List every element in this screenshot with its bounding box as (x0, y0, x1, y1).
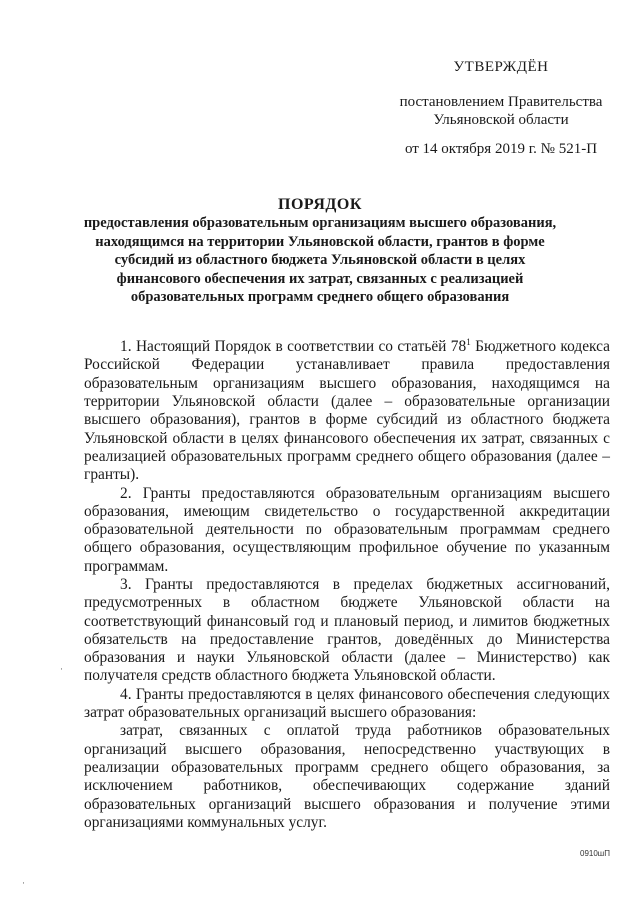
paragraph-2: 2. Гранты предоставляются образовательным организациям высшего образования, имеющим свидетельство о государственной аккредитации образовательной деятельности по образовательным программам среднего общего образования, осуществляющим профильное обучение по указанным программам. (84, 484, 610, 575)
approval-line-3: от 14 октября 2019 г. № 521-П (404, 141, 598, 157)
paragraph-4: 4. Гранты предоставляются в целях финансового обеспечения следующих затрат образовательных организаций высшего образования: (84, 685, 610, 722)
paragraph-3: 3. Гранты предоставляются в пределах бюджетных ассигнований, предусмотренных в областном бюджете Ульяновской области на соответствующий финансовый год и плановый период, и лимитов бюджетных обязательств на предоставление грантов, доведённых до Министерства образования и науки Ульяновской области (далее – Министерство) как получателя средств областного бюджета Ульяновской области. (84, 575, 610, 685)
approval-heading: УТВЕРЖДЁН (453, 59, 549, 75)
approval-line-2: Ульяновской области (433, 112, 569, 128)
article-superscript: 1 (466, 337, 471, 347)
paragraph-1-text-start: 1. Настоящий Порядок в соответствии со статьёй 78 (120, 338, 467, 356)
document-code: 0910шП (580, 849, 610, 858)
document-body (84, 333, 610, 832)
approval-line-1: постановлением Правительства (399, 94, 603, 110)
document-subtitle: предоставления образовательным организациям высшего образования, находящимся на территории Ульяновской области, грантов в форме субсидий из областного бюджета Ульяновской области в целях финансового обеспечения их затрат, связанных с реализацией образовательных программ среднего общего образования (83, 215, 557, 305)
scan-mark: · (60, 664, 63, 674)
scan-mark: · (22, 878, 25, 888)
paragraph-1-text-end: Бюджетного кодекса Российской Федерации устанавливает правила предоставления образовательным организациям высшего образования, находящимся на территории Ульяновской области (далее – образовательные организации высшего образования), грантов в форме субсидий из областного бюджета Ульяновской области в целях финансового обеспечения их затрат, связанных с реализацией образовательных программ среднего общего образования (далее – гранты). (84, 338, 610, 484)
paragraph-5: затрат, связанных с оплатой труда работников образовательных организаций высшего образования, непосредственно участвующих в реализации образовательных программ среднего общего образования, за исключением работников, обеспечивающих содержание зданий образовательных организаций высшего образования и получение этими организациями коммунальных услуг. (84, 722, 610, 831)
document-title: ПОРЯДОК (278, 196, 362, 213)
paragraph-1 (84, 333, 610, 485)
